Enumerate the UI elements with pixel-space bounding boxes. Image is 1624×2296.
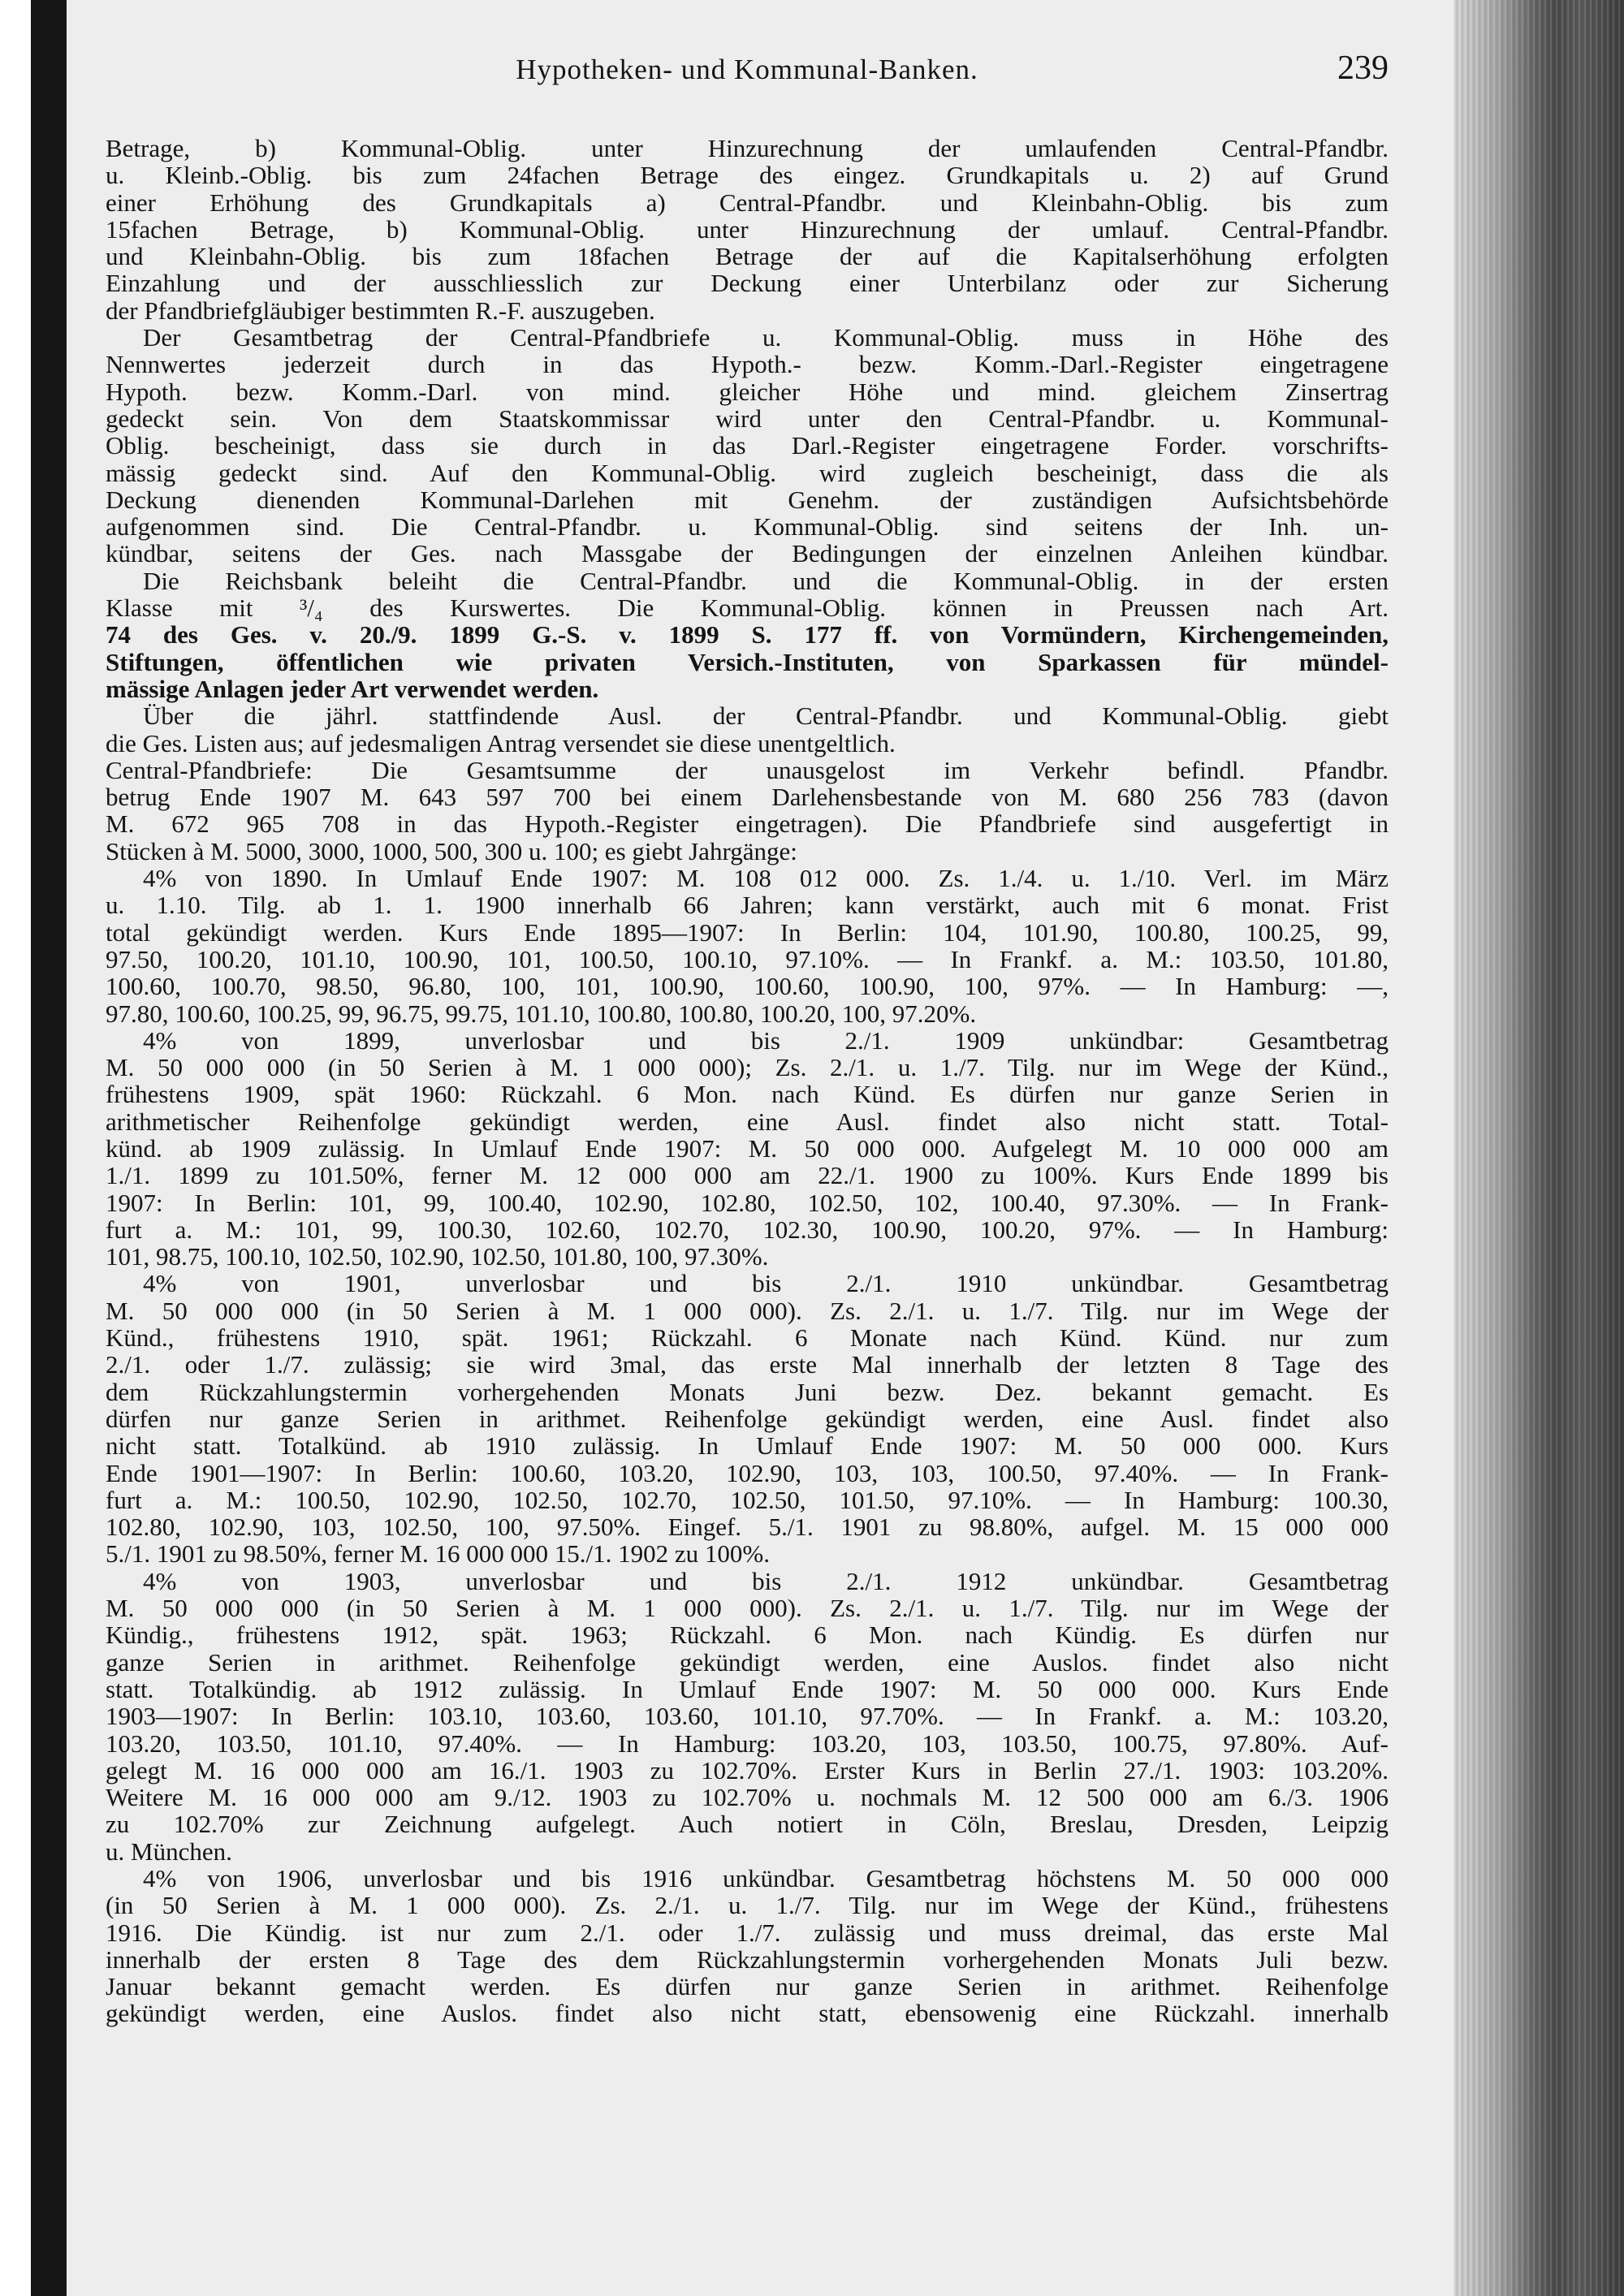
binding-edge xyxy=(31,0,67,2296)
text-line: Oblig. bescheinigt, dass sie durch in das Darl.-Register eingetragene Forder. vorschrifts- xyxy=(106,431,1389,460)
text-line: 5./1. 1901 zu 98.50%, ferner M. 16 000 000 15./1. 1902 zu 100%. xyxy=(106,1539,770,1569)
text-line: 97.50, 100.20, 101.10, 100.90, 101, 100.50, 100.10, 97.10%. — In Frankf. a. M.: 103.50, 101.80, xyxy=(106,944,1389,973)
text-line: u. München. xyxy=(106,1836,232,1866)
text-line: dürfen nur ganze Serien in arithmet. Reihenfolge gekündigt werden, eine Ausl. findet also xyxy=(106,1404,1389,1433)
text-line: Künd., frühestens 1910, spät. 1961; Rückzahl. 6 Monate nach Künd. Künd. nur zum xyxy=(106,1323,1389,1353)
text-line: 4% von 1901, unverlosbar und bis 2./1. 1910 unkündbar. Gesamtbetrag xyxy=(143,1269,1389,1298)
text-line: Stücken à M. 5000, 3000, 1000, 500, 300 u. 100; es giebt Jahrgänge: xyxy=(106,836,797,865)
text-line: 4% von 1903, unverlosbar und bis 2./1. 1912 unkündbar. Gesamtbetrag xyxy=(143,1566,1389,1595)
text-line: Hypoth. bezw. Komm.-Darl. von mind. gleicher Höhe und mind. gleichem Zinsertrag xyxy=(106,377,1389,406)
text-line: und Kleinbahn-Oblig. bis zum 18fachen Betrage der auf die Kapitalserhöhung erfolgten xyxy=(106,242,1389,271)
text-line: Central-Pfandbriefe: Die Gesamtsumme der unausgelost im Verkehr befindl. Pfandbr. xyxy=(106,755,1389,784)
text-line: 4% von 1899, unverlosbar und bis 2./1. 1909 unkündbar: Gesamtbetrag xyxy=(143,1025,1389,1055)
text-line: gekündigt werden, eine Auslos. findet also nicht statt, ebensowenig eine Rückzahl. innerhalb xyxy=(106,1999,1389,2028)
text-line: ganze Serien in arithmet. Reihenfolge gekündigt werden, eine Auslos. findet also nicht xyxy=(106,1647,1389,1677)
text-line: 1916. Die Kündig. ist nur zum 2./1. oder 1./7. zulässig und muss dreimal, das erste Mal xyxy=(106,1918,1389,1947)
text-line: total gekündigt werden. Kurs Ende 1895—1907: In Berlin: 104, 101.90, 100.80, 100.25, 99, xyxy=(106,917,1389,947)
right-page-edge-texture xyxy=(1453,0,1624,2296)
text-line: 101, 98.75, 100.10, 102.50, 102.90, 102.50, 101.80, 100, 97.30%. xyxy=(106,1242,769,1271)
running-head xyxy=(106,49,1389,106)
text-line: Die Reichsbank beleiht die Central-Pfandbr. und die Kommunal-Oblig. in der ersten xyxy=(143,566,1389,595)
text-line: mässig gedeckt sind. Auf den Kommunal-Oblig. wird zugleich bescheinigt, dass die als xyxy=(106,458,1389,487)
text-line: zu 102.70% zur Zeichnung aufgelegt. Auch notiert in Cöln, Breslau, Dresden, Leipzig xyxy=(106,1810,1389,1839)
text-line: Kündig., frühestens 1912, spät. 1963; Rückzahl. 6 Mon. nach Kündig. Es dürfen nur xyxy=(106,1621,1389,1650)
text-line: betrug Ende 1907 M. 643 597 700 bei einem Darlehensbestande von M. 680 256 783 (davon xyxy=(106,783,1389,812)
text-line: 103.20, 103.50, 101.10, 97.40%. — In Hamburg: 103.20, 103, 103.50, 100.75, 97.80%. Auf- xyxy=(106,1728,1389,1758)
text-line: furt a. M.: 100.50, 102.90, 102.50, 102.70, 102.50, 101.50, 97.10%. — In Hamburg: 100.30, xyxy=(106,1485,1389,1514)
text-line: M. 50 000 000 (in 50 Serien à M. 1 000 000). Zs. 2./1. u. 1./7. Tilg. nur im Wege der xyxy=(106,1594,1389,1623)
page-content xyxy=(106,49,1389,2027)
text-line: 102.80, 102.90, 103, 102.50, 100, 97.50%. Eingef. 5./1. 1901 zu 98.80%, aufgel. M. 15 000 000 xyxy=(106,1513,1389,1542)
text-line: nicht statt. Totalkünd. ab 1910 zulässig. In Umlauf Ende 1907: M. 50 000 000. Kurs xyxy=(106,1431,1389,1461)
text-line: der Pfandbriefgläubiger bestimmten R.-F. auszugeben. xyxy=(106,296,655,325)
text-line: Januar bekannt gemacht werden. Es dürfen nur ganze Serien in arithmet. Reihenfolge xyxy=(106,1972,1389,2001)
text-line: 100.60, 100.70, 98.50, 96.80, 100, 101, 100.90, 100.60, 100.90, 100, 97%. — In Hamburg: —, xyxy=(106,972,1389,1001)
text-line: 74 des Ges. v. 20./9. 1899 G.-S. v. 1899 S. 177 ff. von Vormündern, Kirchengemeinden, xyxy=(106,620,1389,650)
text-line: Nennwertes jederzeit durch in das Hypoth.- bezw. Komm.-Darl.-Register eingetragene xyxy=(106,350,1389,379)
text-line: Der Gesamtbetrag der Central-Pfandbriefe u. Kommunal-Oblig. muss in Höhe des xyxy=(143,323,1389,352)
text-line: 1./1. 1899 zu 101.50%, ferner M. 12 000 000 am 22./1. 1900 zu 100%. Kurs Ende 1899 bis xyxy=(106,1161,1389,1190)
text-line: aufgenommen sind. Die Central-Pfandbr. u. Kommunal-Oblig. sind seitens der Inh. un- xyxy=(106,512,1389,542)
text-line: 1903—1907: In Berlin: 103.10, 103.60, 103.60, 101.10, 97.70%. — In Frankf. a. M.: 103.20, xyxy=(106,1702,1389,1731)
text-line: u. 1.10. Tilg. ab 1. 1. 1900 innerhalb 66 Jahren; kann verstärkt, auch mit 6 monat. Frist xyxy=(106,891,1389,920)
text-line: Betrage, b) Kommunal-Oblig. unter Hinzurechnung der umlaufenden Central-Pfandbr. xyxy=(106,134,1389,162)
text-line: (in 50 Serien à M. 1 000 000). Zs. 2./1. u. 1./7. Tilg. nur im Wege der Künd., frühestens xyxy=(106,1891,1389,1920)
text-line: 15fachen Betrage, b) Kommunal-Oblig. unter Hinzurechnung der umlauf. Central-Pfandbr. xyxy=(106,214,1389,244)
text-line: M. 50 000 000 (in 50 Serien à M. 1 000 000); Zs. 2./1. u. 1./7. Tilg. nur im Wege der Künd., xyxy=(106,1053,1389,1082)
text-line: 2./1. oder 1./7. zulässig; sie wird 3mal, das erste Mal innerhalb der letzten 8 Tage des xyxy=(106,1350,1389,1379)
text-line: gelegt M. 16 000 000 am 16./1. 1903 zu 102.70%. Erster Kurs in Berlin 27./1. 1903: 103.20%. xyxy=(106,1755,1389,1785)
text-line: Weitere M. 16 000 000 am 9./12. 1903 zu 102.70% u. nochmals M. 12 500 000 am 6./3. 1906 xyxy=(106,1783,1389,1812)
body-text xyxy=(106,135,1389,2027)
text-line: einer Erhöhung des Grundkapitals a) Central-Pfandbr. und Kleinbahn-Oblig. bis zum xyxy=(106,188,1389,217)
text-line: Ende 1901—1907: In Berlin: 100.60, 103.20, 102.90, 103, 103, 100.50, 97.40%. — In Frank- xyxy=(106,1458,1389,1487)
text-line: 4% von 1890. In Umlauf Ende 1907: M. 108 012 000. Zs. 1./4. u. 1./10. Verl. im März xyxy=(143,864,1389,893)
text-line: 97.80, 100.60, 100.25, 99, 96.75, 99.75, 101.10, 100.80, 100.80, 100.20, 100, 97.20%. xyxy=(106,999,977,1028)
text-line: mässige Anlagen jeder Art verwendet werden. xyxy=(106,674,599,703)
running-head-title: Hypotheken- und Kommunal-Banken. xyxy=(516,54,978,85)
text-line: Stiftungen, öffentlichen wie privaten Versich.-Instituten, von Sparkassen für mündel- xyxy=(106,647,1389,676)
text-line: künd. ab 1909 zulässig. In Umlauf Ende 1907: M. 50 000 000. Aufgelegt M. 10 000 000 am xyxy=(106,1133,1389,1163)
text-line: gedeckt sein. Von dem Staatskommissar wird unter den Central-Pfandbr. u. Kommunal- xyxy=(106,404,1389,433)
text-line: u. Kleinb.-Oblig. bis zum 24fachen Betrage des eingez. Grundkapitals u. 2) auf Grund xyxy=(106,161,1389,190)
text-line: kündbar, seitens der Ges. nach Massgabe der Bedingungen der einzelnen Anleihen kündbar. xyxy=(106,539,1389,568)
text-line: frühestens 1909, spät 1960: Rückzahl. 6 Mon. nach Künd. Es dürfen nur ganze Serien in xyxy=(106,1080,1389,1109)
text-line: 1907: In Berlin: 101, 99, 100.40, 102.90, 102.80, 102.50, 102, 100.40, 97.30%. — In Frank- xyxy=(106,1188,1389,1217)
text-line: furt a. M.: 101, 99, 100.30, 102.60, 102.70, 102.30, 100.90, 100.20, 97%. — In Hamburg: xyxy=(106,1215,1389,1244)
text-line: arithmetischer Reihenfolge gekündigt werden, eine Ausl. findet also nicht statt. Total- xyxy=(106,1107,1389,1136)
text-line: innerhalb der ersten 8 Tage des dem Rückzahlungstermin vorhergehenden Monats Juli bezw. xyxy=(106,1944,1389,1974)
text-line: M. 50 000 000 (in 50 Serien à M. 1 000 000). Zs. 2./1. u. 1./7. Tilg. nur im Wege der xyxy=(106,1296,1389,1325)
text-line: M. 672 965 708 in das Hypoth.-Register eingetragen). Die Pfandbriefe sind ausgefertigt in xyxy=(106,809,1389,839)
text-line: 4% von 1906, unverlosbar und bis 1916 unkündbar. Gesamtbetrag höchstens M. 50 000 000 xyxy=(143,1864,1389,1892)
text-line: Klasse mit ³/₄ des Kurswertes. Die Kommunal-Oblig. können in Preussen nach Art. xyxy=(106,593,1389,623)
text-line: dem Rückzahlungstermin vorhergehenden Monats Juni bezw. Dez. bekannt gemacht. Es xyxy=(106,1377,1389,1406)
text-line: Einzahlung und der ausschliesslich zur Deckung einer Unterbilanz oder zur Sicherung xyxy=(106,269,1389,298)
text-line: statt. Totalkündig. ab 1912 zulässig. In Umlauf Ende 1907: M. 50 000 000. Kurs Ende xyxy=(106,1674,1389,1703)
text-line: Über die jährl. stattfindende Ausl. der Central-Pfandbr. und Kommunal-Oblig. giebt xyxy=(143,701,1389,731)
text-line: Deckung dienenden Kommunal-Darlehen mit Genehm. der zuständigen Aufsichtsbehörde xyxy=(106,485,1389,514)
text-line: die Ges. Listen aus; auf jedesmaligen Antrag versendet sie diese unentgeltlich. xyxy=(106,728,896,757)
page-number: 239 xyxy=(1337,50,1389,87)
